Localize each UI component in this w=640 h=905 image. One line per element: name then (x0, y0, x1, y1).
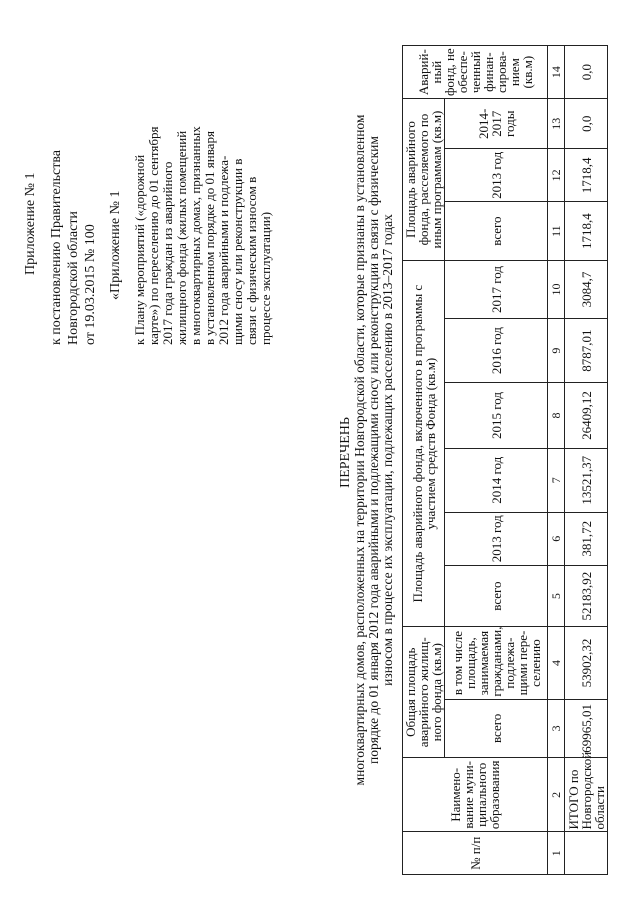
cell-fund-2016: 8787,01 (565, 319, 608, 383)
plan-line: в многоквартирных домах, признанных (188, 126, 203, 345)
appendix-line: к постановлению Правительства (49, 149, 64, 345)
cell-fund-2015: 26409,12 (565, 383, 608, 449)
cell-fund-2013: 381,72 (565, 512, 608, 565)
cell-other-2014-2017: 0,0 (565, 99, 608, 149)
cell-other-2013: 1718,4 (565, 149, 608, 202)
column-number: 2 (548, 758, 565, 832)
cell-unfunded: 0,0 (565, 46, 608, 99)
plan-line: карте») по переселению до 01 сентября (146, 126, 161, 345)
header-fund-2017: 2017 год (445, 260, 548, 318)
header-total-area: Общая площадь аварийного жилищ-ного фонда (кв.м) (403, 627, 445, 758)
document-title: ПЕРЕЧЕНЬ (338, 417, 353, 488)
column-number: 8 (548, 383, 565, 449)
header-other-programs: Площадь аварийного фонда, расселяемого по иным программам (кв.м) (403, 99, 445, 261)
header-total-occupied: в том числе площадь, занимаемая гражданами, подлежа-щими пере-селению (445, 627, 548, 699)
appendix-line: «Приложение № 1 (108, 190, 123, 300)
column-number: 14 (548, 46, 565, 99)
header-municipality: Наимено-вание муни-ципального образования (403, 758, 548, 832)
header-other-2014-2017: 2014-2017 годы (445, 99, 548, 149)
column-number: 6 (548, 512, 565, 565)
cell-other-all: 1718,4 (565, 202, 608, 260)
plan-line: жилищного фонда (жилых помещений (174, 130, 189, 345)
plan-line: 2017 года граждан из аварийного (160, 161, 175, 345)
header-fund-2013: 2013 год (445, 512, 548, 565)
appendix-header (22, 25, 273, 345)
appendix-line: Новгородской области (66, 211, 81, 345)
plan-line: 2012 года аварийными и подлежа- (216, 155, 231, 345)
plan-line: щими сносу или реконструкции в (230, 158, 245, 345)
cell-fund-2017: 3084,7 (565, 260, 608, 318)
housing-table (402, 45, 608, 875)
document-subtitle (353, 35, 395, 865)
header-fund-all: всего (445, 565, 548, 627)
plan-line: к Плану мероприятий («дорожной (132, 154, 147, 345)
header-unfunded: Аварий-ный фонд, не обеспе-ченный финан-сирова-нием (кв.м) (403, 46, 548, 99)
plan-reference (133, 25, 273, 345)
subtitle-line: износом в процессе их эксплуатации, подлежащих расселению в 2013–2017 годах (380, 214, 395, 686)
column-number: 10 (548, 260, 565, 318)
header-fund-2014: 2014 год (445, 448, 548, 512)
cell-fund-2014: 13521,37 (565, 448, 608, 512)
column-number: 13 (548, 99, 565, 149)
column-number: 5 (548, 565, 565, 627)
column-number: 4 (548, 627, 565, 699)
subtitle-line: порядке до 01 января 2012 года аварийными и подлежащими сносу или реконструкции в связи с физическим (366, 136, 381, 764)
cell-municipality: ИТОГО по Новгородской области (565, 758, 608, 832)
column-number: 1 (548, 832, 565, 875)
cell-total-all: 69965,01 (565, 699, 608, 757)
column-number: 11 (548, 202, 565, 260)
column-number: 12 (548, 149, 565, 202)
column-number: 7 (548, 448, 565, 512)
appendix-date: от 19.03.2015 № 100 (83, 224, 98, 345)
plan-line: в установленном порядке до 01 января (202, 131, 217, 345)
plan-line: связи с физическим износом в (244, 176, 259, 345)
header-fund-area: Площадь аварийного фонда, включенного в программы с участием средств Фонда (кв.м) (403, 260, 445, 627)
cell-fund-all: 52183,92 (565, 565, 608, 627)
header-num: № п/п (403, 832, 548, 875)
cell-num (565, 832, 608, 875)
header-fund-2016: 2016 год (445, 319, 548, 383)
header-total-all: всего (445, 699, 548, 757)
plan-line: процессе эксплуатации) (258, 211, 273, 345)
header-other-2013: 2013 год (445, 149, 548, 202)
column-number: 9 (548, 319, 565, 383)
cell-total-occupied: 53902,32 (565, 627, 608, 699)
column-number: 3 (548, 699, 565, 757)
header-fund-2015: 2015 год (445, 383, 548, 449)
appendix-title: Приложение № 1 (23, 172, 38, 275)
subtitle-line: многоквартирных домов, расположенных на территории Новгородской области, которые признаны в установленном (352, 114, 367, 786)
header-other-all: всего (445, 202, 548, 260)
table-row (565, 46, 608, 875)
